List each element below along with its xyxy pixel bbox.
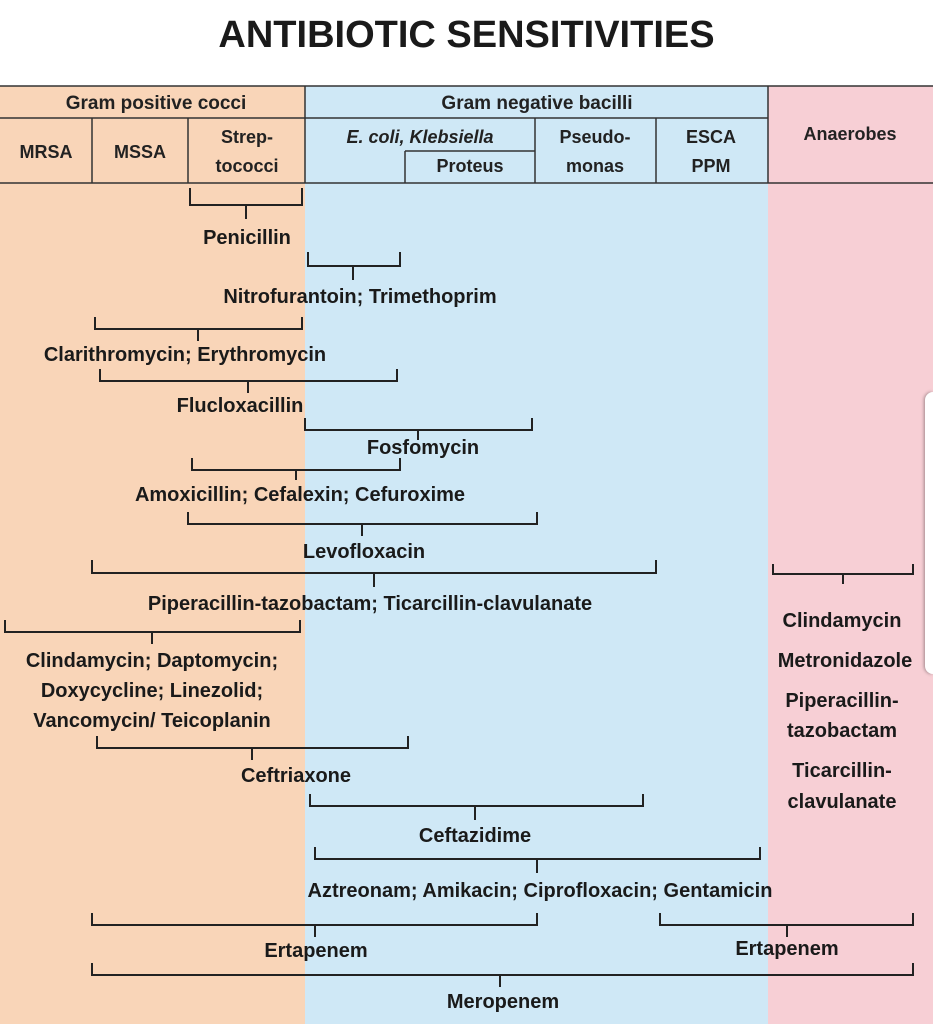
drug-mrsa-line2: Doxycycline; Linezolid; <box>40 680 264 702</box>
bracket-flucloxacillin <box>100 369 397 393</box>
group-gram-positive: Gram positive cocci <box>65 93 247 114</box>
col-esca-line1: ESCA <box>685 127 737 147</box>
page-title: ANTIBIOTIC SENSITIVITIES <box>218 14 715 56</box>
bracket-clarithromycin <box>95 317 302 341</box>
anaerobe-ticarcillin-line2: clavulanate <box>787 791 897 813</box>
col-esca-line2: PPM <box>691 156 731 176</box>
bracket-ertapenem-left <box>92 913 537 937</box>
col-ecoli-klebsiella: E. coli, Klebsiella <box>346 127 494 147</box>
bracket-mrsa-agents <box>5 620 300 644</box>
group-gram-negative: Gram negative bacilli <box>441 93 633 114</box>
drug-levofloxacin: Levofloxacin <box>302 541 426 563</box>
drug-amoxicillin-cefalexin-cefuroxime: Amoxicillin; Cefalexin; Cefuroxime <box>134 484 466 506</box>
bracket-piperacillin <box>92 560 656 587</box>
anaerobe-ticarcillin-line1: Ticarcillin- <box>792 760 892 782</box>
col-strep-line1: Strep- <box>220 127 274 147</box>
drug-nitrofurantoin-trimethoprim: Nitrofurantoin; Trimethoprim <box>223 286 497 308</box>
drug-clarithromycin-erythromycin: Clarithromycin; Erythromycin <box>43 344 327 366</box>
col-mrsa: MRSA <box>19 142 73 162</box>
drug-ertapenem-left: Ertapenem <box>264 940 368 962</box>
drug-ertapenem-right: Ertapenem <box>735 938 839 960</box>
anaerobe-piperacillin-line2: tazobactam <box>786 720 898 742</box>
bracket-aztreonam <box>315 847 760 873</box>
col-proteus: Proteus <box>436 156 504 176</box>
drug-mrsa-line3: Vancomycin/ Teicoplanin <box>33 710 271 732</box>
bracket-amoxicillin <box>192 458 400 480</box>
drug-mrsa-line1: Clindamycin; Daptomycin; <box>25 650 279 672</box>
bracket-meropenem <box>92 963 913 987</box>
bracket-nitrofurantoin <box>308 252 400 280</box>
anaerobe-piperacillin-line1: Piperacillin- <box>785 690 899 712</box>
bracket-levofloxacin <box>188 512 537 536</box>
bracket-ceftriaxone <box>97 736 408 760</box>
drug-aztreonam-amikacin-ciprofloxacin-gentamicin: Aztreonam; Amikacin; Ciprofloxacin; Gentamicin <box>307 880 773 902</box>
drug-meropenem: Meropenem <box>446 991 560 1013</box>
anaerobe-clindamycin: Clindamycin <box>782 610 902 632</box>
col-mssa: MSSA <box>113 142 167 162</box>
drug-piperacillin-ticarcillin: Piperacillin-tazobactam; Ticarcillin-clavulanate <box>147 593 593 615</box>
side-panel-tab[interactable] <box>925 392 933 674</box>
col-anaerobes: Anaerobes <box>803 124 897 144</box>
bracket-anaerobes <box>773 564 913 584</box>
bracket-ceftazidime <box>310 794 643 820</box>
drug-flucloxacillin: Flucloxacillin <box>176 395 304 417</box>
drug-penicillin: Penicillin <box>203 227 291 249</box>
col-strep-line2: tococci <box>215 156 279 176</box>
col-pseudomonas-line2: monas <box>565 156 625 176</box>
col-pseudomonas-line1: Pseudo- <box>559 127 631 147</box>
bracket-ertapenem-right <box>660 913 913 937</box>
drug-ceftazidime: Ceftazidime <box>418 825 532 847</box>
drug-fosfomycin: Fosfomycin <box>366 437 480 459</box>
bracket-penicillin <box>190 188 302 219</box>
drug-ceftriaxone: Ceftriaxone <box>240 765 352 787</box>
anaerobe-metronidazole: Metronidazole <box>777 650 913 672</box>
